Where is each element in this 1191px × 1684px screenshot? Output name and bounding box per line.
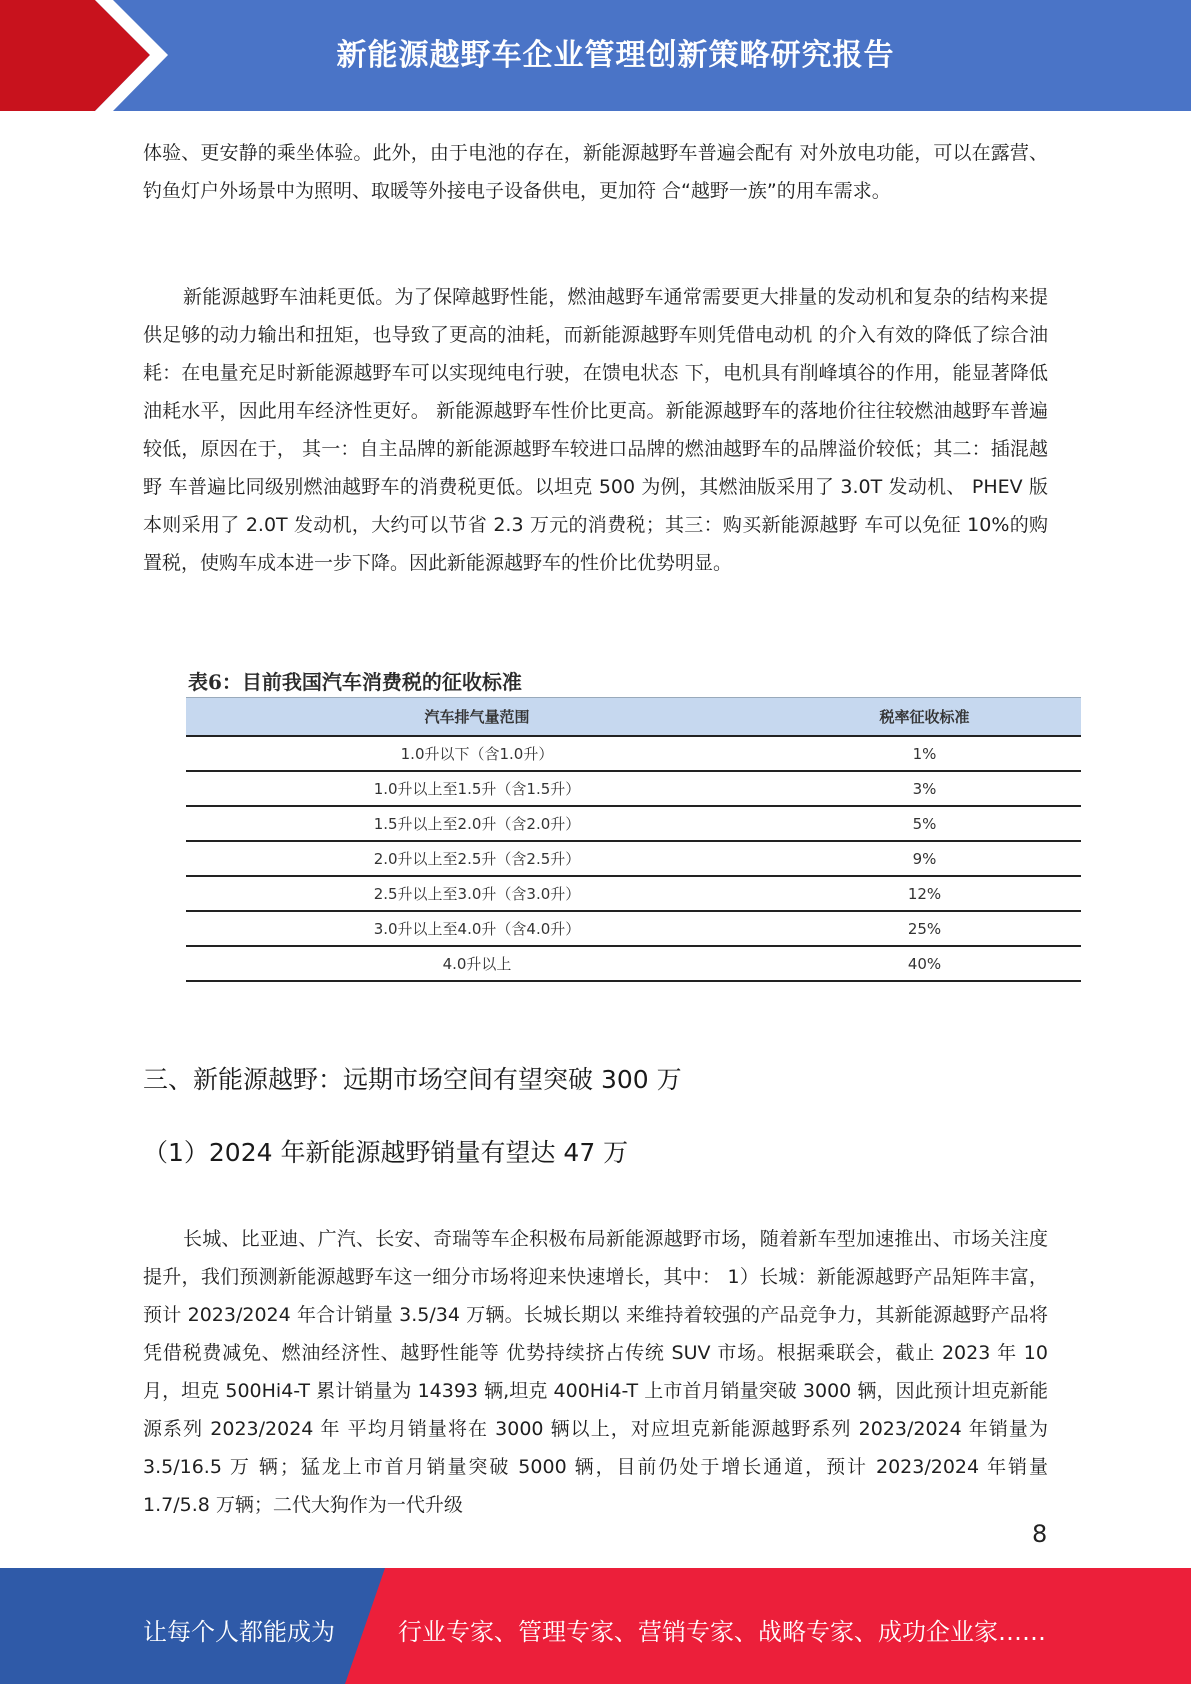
table-caption: 表6：目前我国汽车消费税的征收标准 — [188, 670, 522, 694]
paragraph-3: 长城、比亚迪、广汽、长安、奇瑞等车企积极布局新能源越野市场，随着新车型加速推出、市场关注度提升，我们预测新能源越野车这一细分市场将迎来快速增长，其中： 1）长城：新能源越野产品矩阵丰富，预计 2023/2024 年合计销量 3.5/34 万辆。长城长期以 来维持着较强的产品竞争力，其新能源越野产品将凭借税费减免、燃油经济性、越野性能等 优势持续挤占传统 SUV 市场。根据乘联会，截止 2023 年 10 月，坦克 500Hi4-T 累计销量为 14393 辆,坦克 400Hi4-T 上市首月销量突破 3000 辆，因此预计坦克新能源系列 2023/2024 年 平均月销量将在 3000 辆以上，对应坦克新能源越野系列 2023/2024 年销量为 3.5/16.5 万 辆；猛龙上市首月销量突破 5000 辆，目前仍处于增长通道，预计 2023/2024 年销量 1.7/5.8 万辆；二代大狗作为一代升级 — [143, 1228, 1048, 1516]
table-row — [186, 806, 1081, 841]
page-header — [0, 0, 1191, 111]
section-heading: 三、新能源越野：远期市场空间有望突破 300 万 — [143, 1065, 682, 1094]
page-number: 8 — [1032, 1520, 1048, 1548]
table-row — [186, 911, 1081, 946]
subsection-heading: （1）2024 年新能源越野销量有望达 47 万 — [143, 1138, 629, 1167]
rate-cell: 40% — [768, 946, 1081, 981]
displacement-cell: 2.0升以上至2.5升（含2.5升） — [186, 841, 768, 876]
table-row — [186, 876, 1081, 911]
rate-cell: 1% — [768, 736, 1081, 771]
displacement-cell: 1.0升以上至1.5升（含1.5升） — [186, 771, 768, 806]
rate-cell: 3% — [768, 771, 1081, 806]
paragraph-2: 新能源越野车油耗更低。为了保障越野性能，燃油越野车通常需要更大排量的发动机和复杂的结构来提供足够的动力输出和扭矩，也导致了更高的油耗，而新能源越野车则凭借电动机 的介入有效的降低了综合油耗：在电量充足时新能源越野车可以实现纯电行驶，在馈电状态 下，电机具有削峰填谷的作用，能显著降低油耗水平，因此用车经济性更好。 新能源越野车性价比更高。新能源越野车的落地价往往较燃油越野车普遍较低，原因在于， 其一：自主品牌的新能源越野车较进口品牌的燃油越野车的品牌溢价较低；其二：插混越野 车普遍比同级别燃油越野车的消费税更低。以坦克 500 为例，其燃油版采用了 3.0T 发动机、 PHEV 版本则采用了 2.0T 发动机，大约可以节省 2.3 万元的消费税；其三：购买新能源越野 车可以免征 10%的购置税，使购车成本进一步下降。因此新能源越野车的性价比优势明显。 — [143, 286, 1048, 574]
displacement-cell: 1.5升以上至2.0升（含2.0升） — [186, 806, 768, 841]
displacement-cell: 4.0升以上 — [186, 946, 768, 981]
consumption-tax-table — [186, 697, 1081, 982]
rate-cell: 5% — [768, 806, 1081, 841]
table-header-row — [186, 698, 1081, 737]
table-row — [186, 736, 1081, 771]
footer-slogan-left: 让每个人都能成为 — [143, 1618, 335, 1646]
footer-slogan-right: 行业专家、管理专家、营销专家、战略专家、成功企业家…… — [398, 1618, 1046, 1646]
page-footer — [0, 1568, 1191, 1684]
rate-cell: 12% — [768, 876, 1081, 911]
rate-cell: 25% — [768, 911, 1081, 946]
rate-cell: 9% — [768, 841, 1081, 876]
table-header-rate: 税率征收标准 — [768, 698, 1081, 737]
header-title: 新能源越野车企业管理创新策略研究报告 — [336, 38, 895, 73]
displacement-cell: 1.0升以下（含1.0升） — [186, 736, 768, 771]
paragraph-1: 体验、更安静的乘坐体验。此外，由于电池的存在，新能源越野车普遍会配有 对外放电功能，可以在露营、钓鱼灯户外场景中为照明、取暖等外接电子设备供电，更加符 合“越野一族”的用车需求。 — [143, 142, 1048, 202]
table-row — [186, 841, 1081, 876]
table-header-displacement: 汽车排气量范围 — [186, 698, 768, 737]
displacement-cell: 3.0升以上至4.0升（含4.0升） — [186, 911, 768, 946]
table-row — [186, 771, 1081, 806]
displacement-cell: 2.5升以上至3.0升（含3.0升） — [186, 876, 768, 911]
table-row — [186, 946, 1081, 981]
